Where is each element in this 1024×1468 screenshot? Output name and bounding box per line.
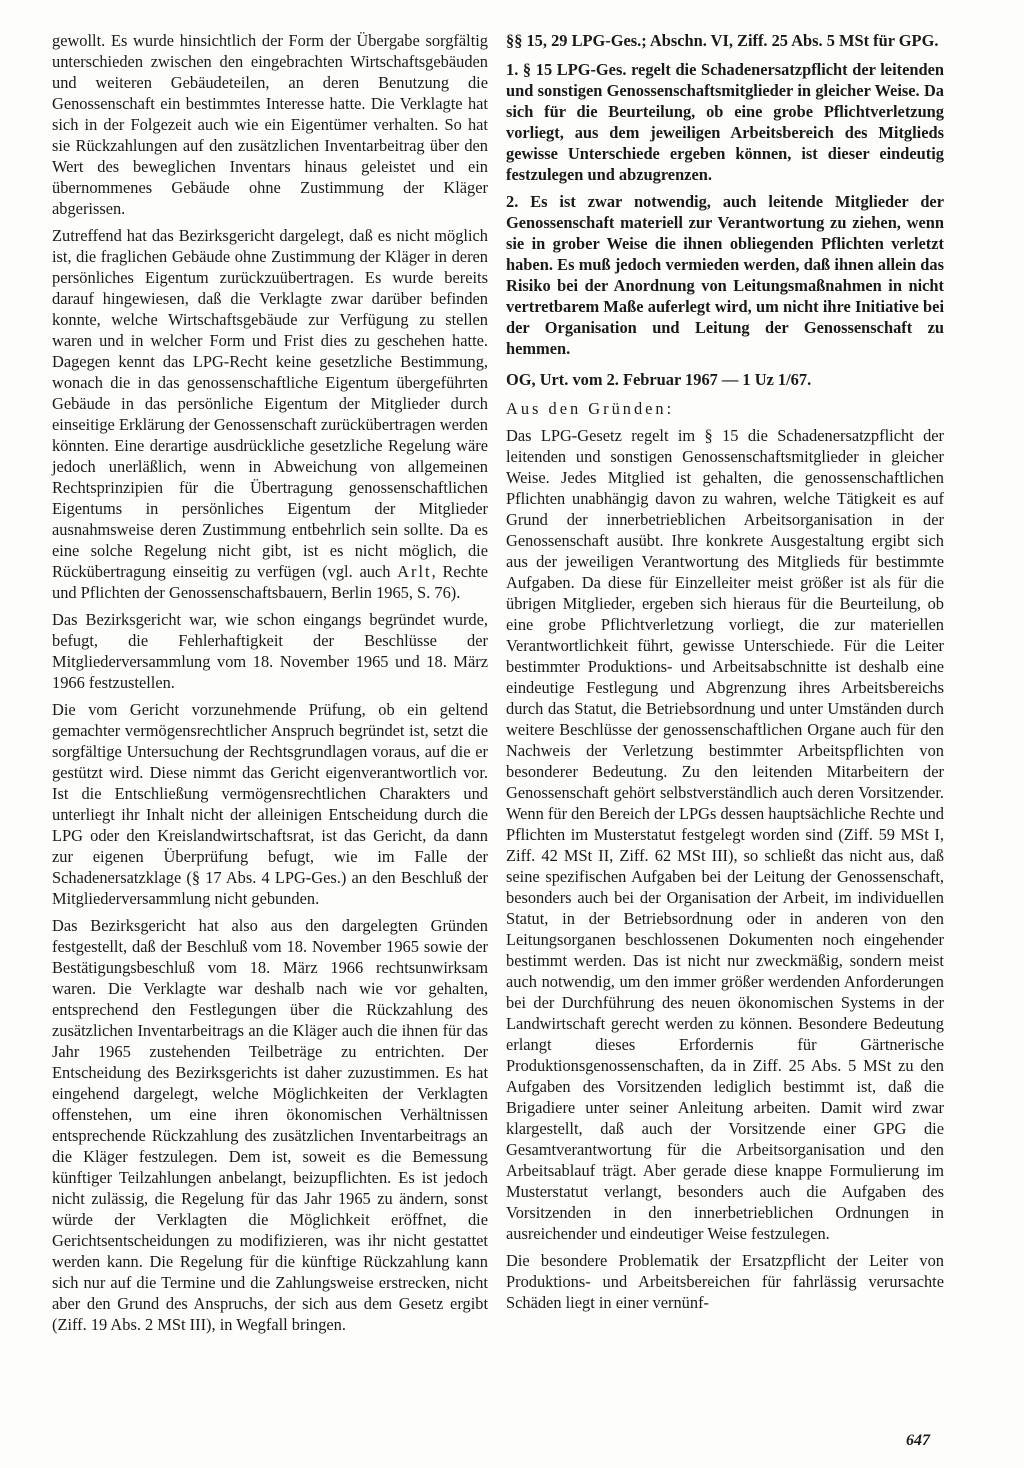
paragraph: Das LPG-Gesetz regelt im § 15 die Schadenersatzpflicht der leitenden und sonstigen Genossenschaftsmitglieder in gleicher Weise. Jedes Mitglied ist gehalten, die genossenschaftlichen Pflichten unabhängig davon zu wahren, welche Tätigkeit es auf Grund der innerbetrieblichen Arbeitsorganisation in der Genossenschaft ausübt. Ihre konkrete Ausgestaltung ergibt sich aus der jeweiligen Verantwortung des Mitglieds für bestimmte Aufgaben. Da diese für Einzelleiter meist größer ist als für die übrigen Mitglieder, ergeben sich hieraus für die Beurteilung, ob eine grobe Pflichtverletzung vorliegt, die zur materiellen Verantwortlichkeit führt, gewisse Unterschiede. Für die Leiter bestimmter Produktions- und Arbeitsabschnitte ist deshalb eine eindeutige Festlegung und Abgrenzung ihres Arbeitsbereichs durch das Statut, die Betriebsordnung und unter Umständen durch weitere Beschlüsse der genossenschaftlichen Organe auch für den Nachweis der Verletzung bestimmter Arbeitspflichten von besonderer Bedeutung. Zu den leitenden Mitarbeitern der Genossenschaft gehört selbstverständlich auch deren Vorsitzender. Wenn für den Bereich der LPGs dessen hauptsächliche Rechte und Pflichten im Musterstatut festgelegt worden sind (Ziff. 59 MSt I, Ziff. 42 MSt II, Ziff. 62 MSt III), so schließt das nicht aus, daß seine spezifischen Aufgaben bei der Leitung der Genossenschaft, besonders auch bei der Organisation der Arbeit, im individuellen Statut, in der Betriebsordnung oder in anderen von den Leitungsorganen beschlossenen Dokumenten noch eingehender bestimmt werden. Das ist nicht nur zweckmäßig, sondern meist auch notwendig, um den immer größer werdenden Anforderungen bei der Durchführung des neuen ökonomischen Systems in der Landwirtschaft gerecht werden zu können. Besondere Bedeutung erlangt dieses Erfordernis für Gärtnerische Produktionsgenossenschaften, da in Ziff. 25 Abs. 5 MSt zu den Aufgaben des Vorsitzenden lediglich bestimmt ist, daß die Brigadiere unter seiner Anleitung arbeiten. Damit wird zwar klargestellt, daß auch der Vorsitzende einer GPG die Gesamtverantwortung für die Arbeitsorganisation und den Arbeitsablauf trägt. Aber gerade diese knappe Formulierung im Musterstatut verlangt, besonders auch die Aufgaben des Vorsitzenden in den innerbetrieblichen Ordnungen in ausreichender und eindeutiger Weise festzulegen. xyxy=(506,426,944,1243)
paragraph: Das Bezirksgericht hat also aus den dargelegten Gründen festgestellt, daß der Beschluß vom 18. November 1965 sowie der Bestätigungsbeschluß vom 18. März 1966 rechtsunwirksam waren. Die Verklagte war deshalb nach wie vor gehalten, entsprechend den Festlegungen über die Rückzahlung des zusätzlichen Inventarbeitrags an die Kläger auch die ihnen für das Jahr 1965 zustehenden Teilbeträge zu entrichten. Der Entscheidung des Bezirksgerichts ist daher zuzustimmen. Es hat eingehend dargelegt, welche Möglichkeiten der Verklagten offenstehen, um eine ihren ökonomischen Verhältnissen entsprechende Rückzahlung des zusätzlichen Inventarbeitrags an die Kläger festzulegen. Dem ist, soweit es die Bemessung künftiger Teilzahlungen anbelangt, beizupflichten. Es ist jedoch nicht zulässig, die Regelung für das Jahr 1965 zu ändern, sonst würde der Verklagten die Möglichkeit eröffnet, die Gerichtsentscheidungen zu modifizieren, was ihr nicht gestattet werden kann. Die Regelung für die künftige Rückzahlung kann sich nur auf die Termine und die Zahlungsweise erstrecken, nicht aber den Grund des Anspruchs, der sich aus dem Gesetz ergibt (Ziff. 19 Abs. 2 MSt III), in Wegfall bringen. xyxy=(52,916,488,1334)
paragraph: Das Bezirksgericht war, wie schon eingangs begründet wurde, befugt, die Fehlerhaftigkeit der Beschlüsse der Mitgliederversammlung vom 18. November 1965 und 18. März 1966 festzustellen. xyxy=(52,610,488,692)
paragraph: gewollt. Es wurde hinsichtlich der Form der Übergabe sorgfältig unterschieden zwischen den eingebrachten Wirtschaftsgebäuden und weiteren Gebäudeteilen, an deren Benutzung die Genossenschaft ein bestimmtes Interesse hatte. Die Verklagte hat sich in der Folgezeit auch wie ein Eigentümer verhalten. So hat sie Rückzahlungen auf den zusätzlichen Inventarbeitrag über den Wert des beweglichen Inventars hinaus geleistet und ein übernommenes Gebäude ohne Zustimmung der Kläger abgerissen. xyxy=(52,31,488,218)
paragraph: Die vom Gericht vorzunehmende Prüfung, ob ein geltend gemachter vermögensrechtlicher Anspruch begründet ist, setzt die sorgfältige Untersuchung der Rechtsgrundlagen voraus, auf die er gestützt wird. Diese nimmt das Gericht eigenverantwortlich vor. Ist die Entschließung vermögensrechtlichen Charakters und unterliegt ihr Inhalt nicht der alleinigen Entscheidung durch die LPG oder den Kreislandwirtschaftsrat, ist das Gericht, da dann zur eigenen Überprüfung befugt, wie im Falle der Schadenersatzklage (§ 17 Abs. 4 LPG-Ges.) an den Beschluß der Mitgliederversammlung nicht gebunden. xyxy=(52,700,488,908)
statute-heading: §§ 15, 29 LPG-Ges.; Abschn. VI, Ziff. 25 Abs. 5 MSt für GPG. xyxy=(506,31,939,50)
court-citation: OG, Urt. vom 2. Februar 1967 — 1 Uz 1/67. xyxy=(506,370,812,389)
headnote-1: 1. § 15 LPG-Ges. regelt die Schadenersatzpflicht der leitenden und sonstigen Genossenschaftsmitglieder in gleicher Weise. Da sich für die Beurteilung, ob eine grobe Pflichtverletzung vorliegt, aus dem jeweiligen Arbeitsbereich des Mitglieds gewisse Unterschiede ergeben können, ist dieser eindeutig festzulegen und abzugrenzen. xyxy=(506,60,944,184)
paragraph: Die besondere Problematik der Ersatzpflicht der Leiter von Produktions- und Arbeitsbereichen für fahrlässig verursachte Schäden liegt in einer vernünf- xyxy=(506,1251,944,1312)
left-column xyxy=(52,30,488,1341)
text-run: , Rechte und Pflichten der Genossenschaftsbauern, Berlin 1965, S. 76). xyxy=(52,562,488,602)
right-column xyxy=(506,30,944,1319)
headnote-2: 2. Es ist zwar notwendig, auch leitende Mitglieder der Genossenschaft materiell zur Verantwortung zu ziehen, wenn sie in grober Weise die ihnen obliegenden Pflichten verletzt haben. Es muß jedoch vermieden werden, daß ihnen allein das Risiko bei der Anordnung von Leitungsmaßnahmen in nicht vertretbarem Maße auferlegt wird, um nicht ihre Initiative bei der Organisation und Leitung der Genossenschaft zu hemmen. xyxy=(506,192,944,358)
text-run: Zutreffend hat das Bezirksgericht dargelegt, daß es nicht möglich ist, die fraglichen Gebäude ohne Zustimmung der Kläger in deren persönliches Eigentum zurückzuübertragen. Es wurde bereits darauf hingewiesen, daß die Verklagte zwar darüber befinden konnte, welche Wirtschaftsgebäude zur Verfügung zu stellen waren und in welcher Form und Frist dies zu geschehen hatte. Dagegen kennt das LPG-Recht keine gesetzliche Bestimmung, wonach die in das genossenschaftliche Eigentum übergeführten Gebäude in das persönliche Eigentum der Mitglieder durch einseitige Erklärung der Genossenschaft zurückübertragen werden könnten. Eine derartige ausdrückliche gesetzliche Regelung wäre jedoch unerläßlich, wenn in Abweichung von allgemeinen Rechtsprinzipien für die Übertragung genossenschaftlichen Eigentums in persönliches Eigentum der Mitglieder ausnahmsweise deren Zustimmung entbehrlich sein sollte. Da es eine solche Regelung nicht gibt, ist es nicht möglich, die Rückübertragung einseitig zu verfügen (vgl. auch xyxy=(52,226,488,581)
page-number: 647 xyxy=(906,1432,930,1449)
section-label-reasons: Aus den Gründen: xyxy=(506,399,675,418)
cited-author: Arlt xyxy=(397,562,432,581)
paragraph xyxy=(52,225,488,603)
